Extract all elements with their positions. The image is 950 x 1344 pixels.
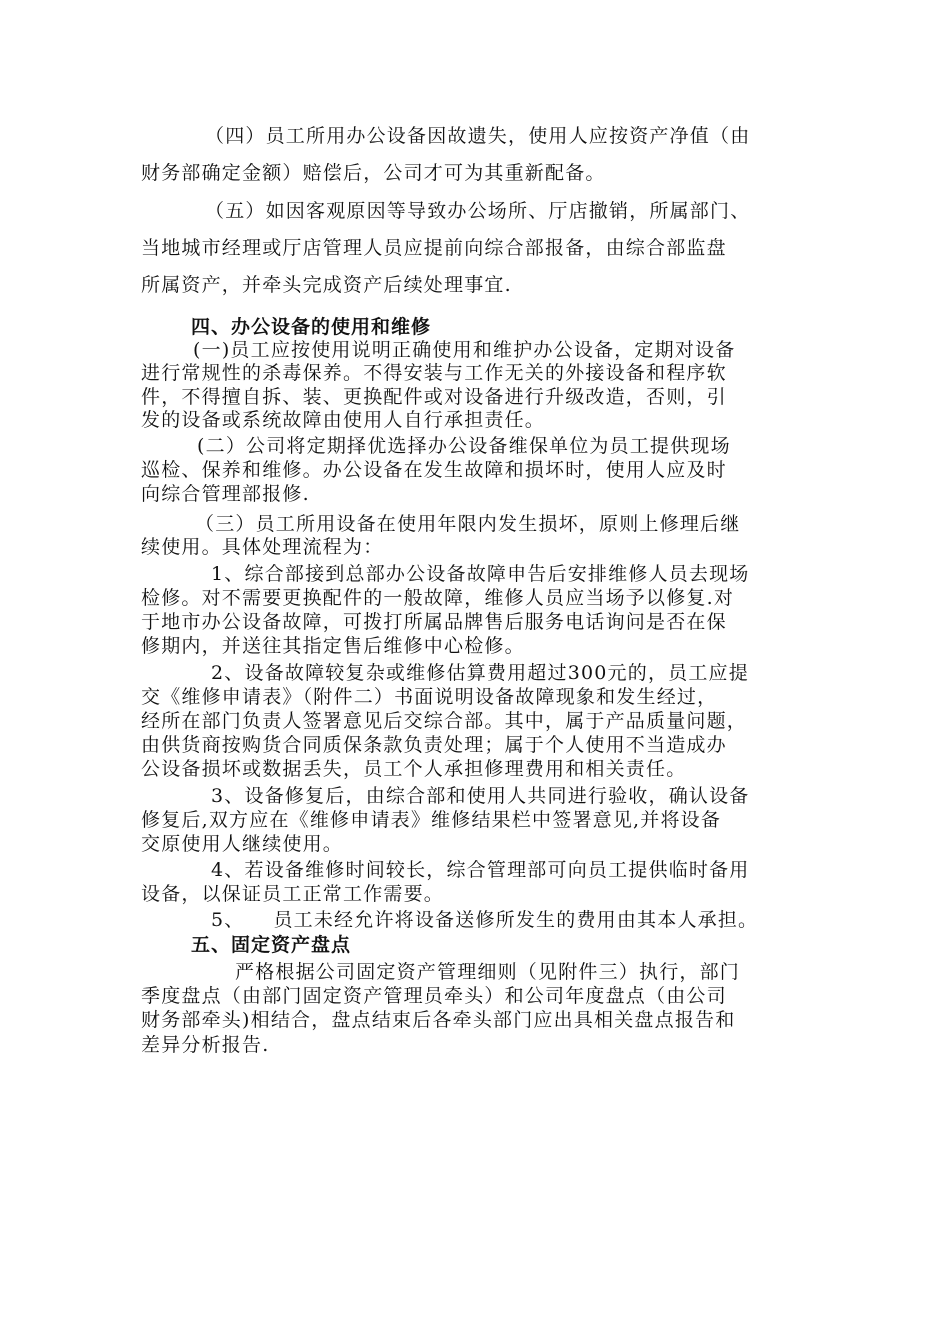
paragraph-line: 向综合管理部报修. bbox=[141, 483, 310, 505]
paragraph-line: 修期内，并送往其指定售后维修中心检修。 bbox=[141, 635, 525, 657]
paragraph-line: 发的设备或系统故障由使用人自行承担责任。 bbox=[141, 409, 546, 431]
paragraph-line: （五）如因客观原因等导致办公场所、厅店撤销，所属部门、 bbox=[205, 200, 751, 222]
paragraph-line: 5、 员工未经允许将设备送修所发生的费用由其本人承担。 bbox=[211, 909, 759, 931]
paragraph-line: 2、设备故障较复杂或维修估算费用超过300元的，员工应提 bbox=[211, 662, 749, 684]
paragraph-line: 所属资产，并牵头完成资产后续处理事宜. bbox=[141, 274, 512, 296]
paragraph-line: （三）员工所用设备在使用年限内发生损坏，原则上修理后继 bbox=[195, 513, 741, 535]
paragraph-line: 差异分析报告. bbox=[141, 1034, 270, 1056]
paragraph-line: 检修。对不需要更换配件的一般故障，维修人员应当场予以修复.对 bbox=[141, 587, 735, 609]
paragraph-line: 公设备损坏或数据丢失，员工个人承担修理费用和相关责任。 bbox=[141, 758, 687, 780]
paragraph-line: 经所在部门负责人签署意见后交综合部。其中，属于产品质量问题， bbox=[141, 710, 748, 732]
paragraph-line: 3、设备修复后，由综合部和使用人共同进行验收，确认设备 bbox=[211, 785, 750, 807]
section-heading: 五、固定资产盘点 bbox=[191, 934, 352, 956]
paragraph-line: 件，不得擅自拆、装、更换配件或对设备进行升级改造，否则，引 bbox=[141, 386, 727, 408]
paragraph-line: （四）员工所用办公设备因故遗失，使用人应按资产净值（由 bbox=[205, 125, 751, 147]
paragraph-line: 季度盘点（由部门固定资产管理员牵头）和公司年度盘点（由公司 bbox=[141, 985, 727, 1007]
paragraph-line: (一)员工应按使用说明正确使用和维护办公设备，定期对设备 bbox=[193, 339, 736, 361]
paragraph-line: 续使用。具体处理流程为： bbox=[141, 536, 384, 558]
paragraph-line: 4、若设备维修时间较长，综合管理部可向员工提供临时备用 bbox=[211, 859, 750, 881]
paragraph-line: 财务部牵头)相结合，盘点结束后各牵头部门应出具相关盘点报告和 bbox=[141, 1009, 736, 1031]
paragraph-line: 由供货商按购货合同质保条款负责处理；属于个人使用不当造成办 bbox=[141, 734, 727, 756]
paragraph-line: 进行常规性的杀毒保养。不得安装与工作无关的外接设备和程序软 bbox=[141, 362, 727, 384]
paragraph-line: 严格根据公司固定资产管理细则（见附件三）执行，部门 bbox=[235, 961, 741, 983]
paragraph-line: 巡检、保养和维修。办公设备在发生故障和损坏时，使用人应及时 bbox=[141, 459, 727, 481]
paragraph-line: 财务部确定金额）赔偿后，公司才可为其重新配备。 bbox=[141, 162, 606, 184]
paragraph-line: 交《维修申请表》（附件二）书面说明设备故障现象和发生经过， bbox=[141, 686, 718, 708]
paragraph-line: 交原使用人继续使用。 bbox=[141, 833, 344, 855]
paragraph-line: 当地城市经理或厅店管理人员应提前向综合部报备，由综合部监盘 bbox=[141, 237, 727, 259]
paragraph-line: 1、综合部接到总部办公设备故障申告后安排维修人员去现场 bbox=[211, 563, 750, 585]
section-heading: 四、办公设备的使用和维修 bbox=[191, 316, 432, 338]
paragraph-line: 设备，以保证员工正常工作需要。 bbox=[141, 883, 445, 905]
paragraph-line: 修复后,双方应在《维修申请表》维修结果栏中签署意见,并将设备 bbox=[141, 809, 722, 831]
paragraph-line: (二）公司将定期择优选择办公设备维保单位为员工提供现场 bbox=[197, 435, 731, 457]
paragraph-line: 于地市办公设备故障，可拨打所属品牌售后服务电话询问是否在保 bbox=[141, 611, 727, 633]
